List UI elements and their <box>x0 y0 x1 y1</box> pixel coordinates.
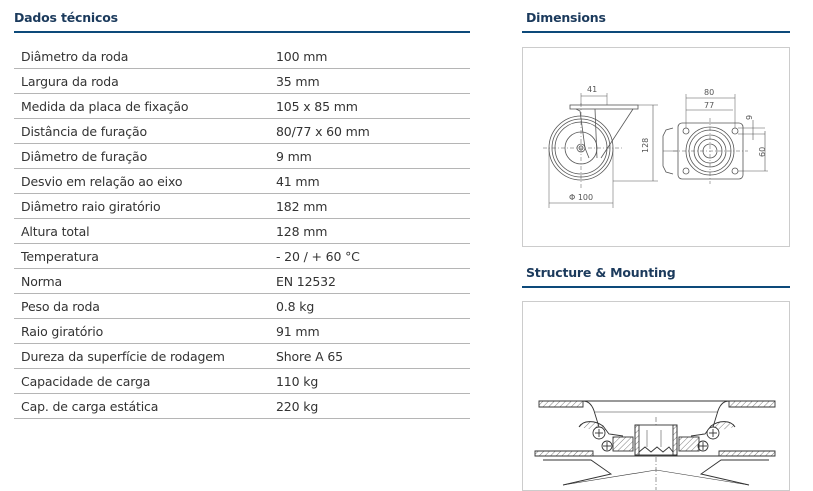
spec-label: Distância de furação <box>21 123 147 139</box>
spec-row <box>14 244 470 269</box>
spec-value: 0.8 kg <box>276 298 315 314</box>
spec-value: 80/77 x 60 mm <box>276 123 370 139</box>
spec-label: Largura da roda <box>21 73 119 89</box>
dim-diameter-label: Φ 100 <box>569 193 594 202</box>
spec-label: Capacidade de carga <box>21 373 151 389</box>
spec-row <box>14 94 470 119</box>
spec-label: Diâmetro da roda <box>21 48 129 64</box>
specs-table <box>14 44 470 419</box>
spec-row <box>14 344 470 369</box>
spec-value: 220 kg <box>276 398 319 414</box>
spec-value: EN 12532 <box>276 273 336 289</box>
spec-row <box>14 119 470 144</box>
dimensions-title-rule <box>522 31 790 33</box>
spec-value: 128 mm <box>276 223 328 239</box>
spec-row <box>14 69 470 94</box>
structure-title: Structure & Mounting <box>526 265 676 280</box>
spec-value: 41 mm <box>276 173 320 189</box>
spec-label: Diâmetro de furação <box>21 148 148 164</box>
specs-title-rule <box>14 31 470 33</box>
spec-value: 182 mm <box>276 198 328 214</box>
dimensions-drawing <box>522 47 790 247</box>
specs-title: Dados técnicos <box>14 10 118 25</box>
dim-offset-label: 41 <box>587 85 598 94</box>
dim-height-label: 128 <box>641 137 650 153</box>
dim-hole-outer-label: 80 <box>704 88 715 97</box>
spec-row <box>14 269 470 294</box>
caster-dimension-drawing <box>523 48 790 247</box>
dim-hole-dia-label: 9 <box>745 114 754 120</box>
caster-cross-section-drawing <box>523 302 790 491</box>
spec-label: Medida da placa de fixação <box>21 98 189 114</box>
structure-title-rule <box>522 286 790 288</box>
spec-row <box>14 194 470 219</box>
spec-row <box>14 169 470 194</box>
spec-label: Temperatura <box>21 248 99 264</box>
spec-value: 91 mm <box>276 323 320 339</box>
structure-drawing <box>522 301 790 491</box>
dim-hole-inner-label: 77 <box>704 101 715 110</box>
spec-row <box>14 319 470 344</box>
spec-row <box>14 144 470 169</box>
spec-row <box>14 369 470 394</box>
spec-label: Diâmetro raio giratório <box>21 198 161 214</box>
spec-row <box>14 44 470 69</box>
spec-row <box>14 219 470 244</box>
spec-label: Raio giratório <box>21 323 104 339</box>
spec-label: Peso da roda <box>21 298 100 314</box>
spec-label: Altura total <box>21 223 90 239</box>
spec-value: Shore A 65 <box>276 348 343 364</box>
spec-value: 9 mm <box>276 148 312 164</box>
spec-value: 100 mm <box>276 48 328 64</box>
spec-value: 35 mm <box>276 73 320 89</box>
dim-hole-vertical-label: 60 <box>758 146 767 157</box>
dimensions-title: Dimensions <box>526 10 606 25</box>
spec-label: Dureza da superfície de rodagem <box>21 348 225 364</box>
spec-value: - 20 / + 60 °C <box>276 248 360 264</box>
spec-row <box>14 394 470 419</box>
spec-label: Desvio em relação ao eixo <box>21 173 183 189</box>
spec-label: Norma <box>21 273 63 289</box>
spec-label: Cap. de carga estática <box>21 398 159 414</box>
spec-value: 110 kg <box>276 373 319 389</box>
spec-row <box>14 294 470 319</box>
spec-value: 105 x 85 mm <box>276 98 358 114</box>
